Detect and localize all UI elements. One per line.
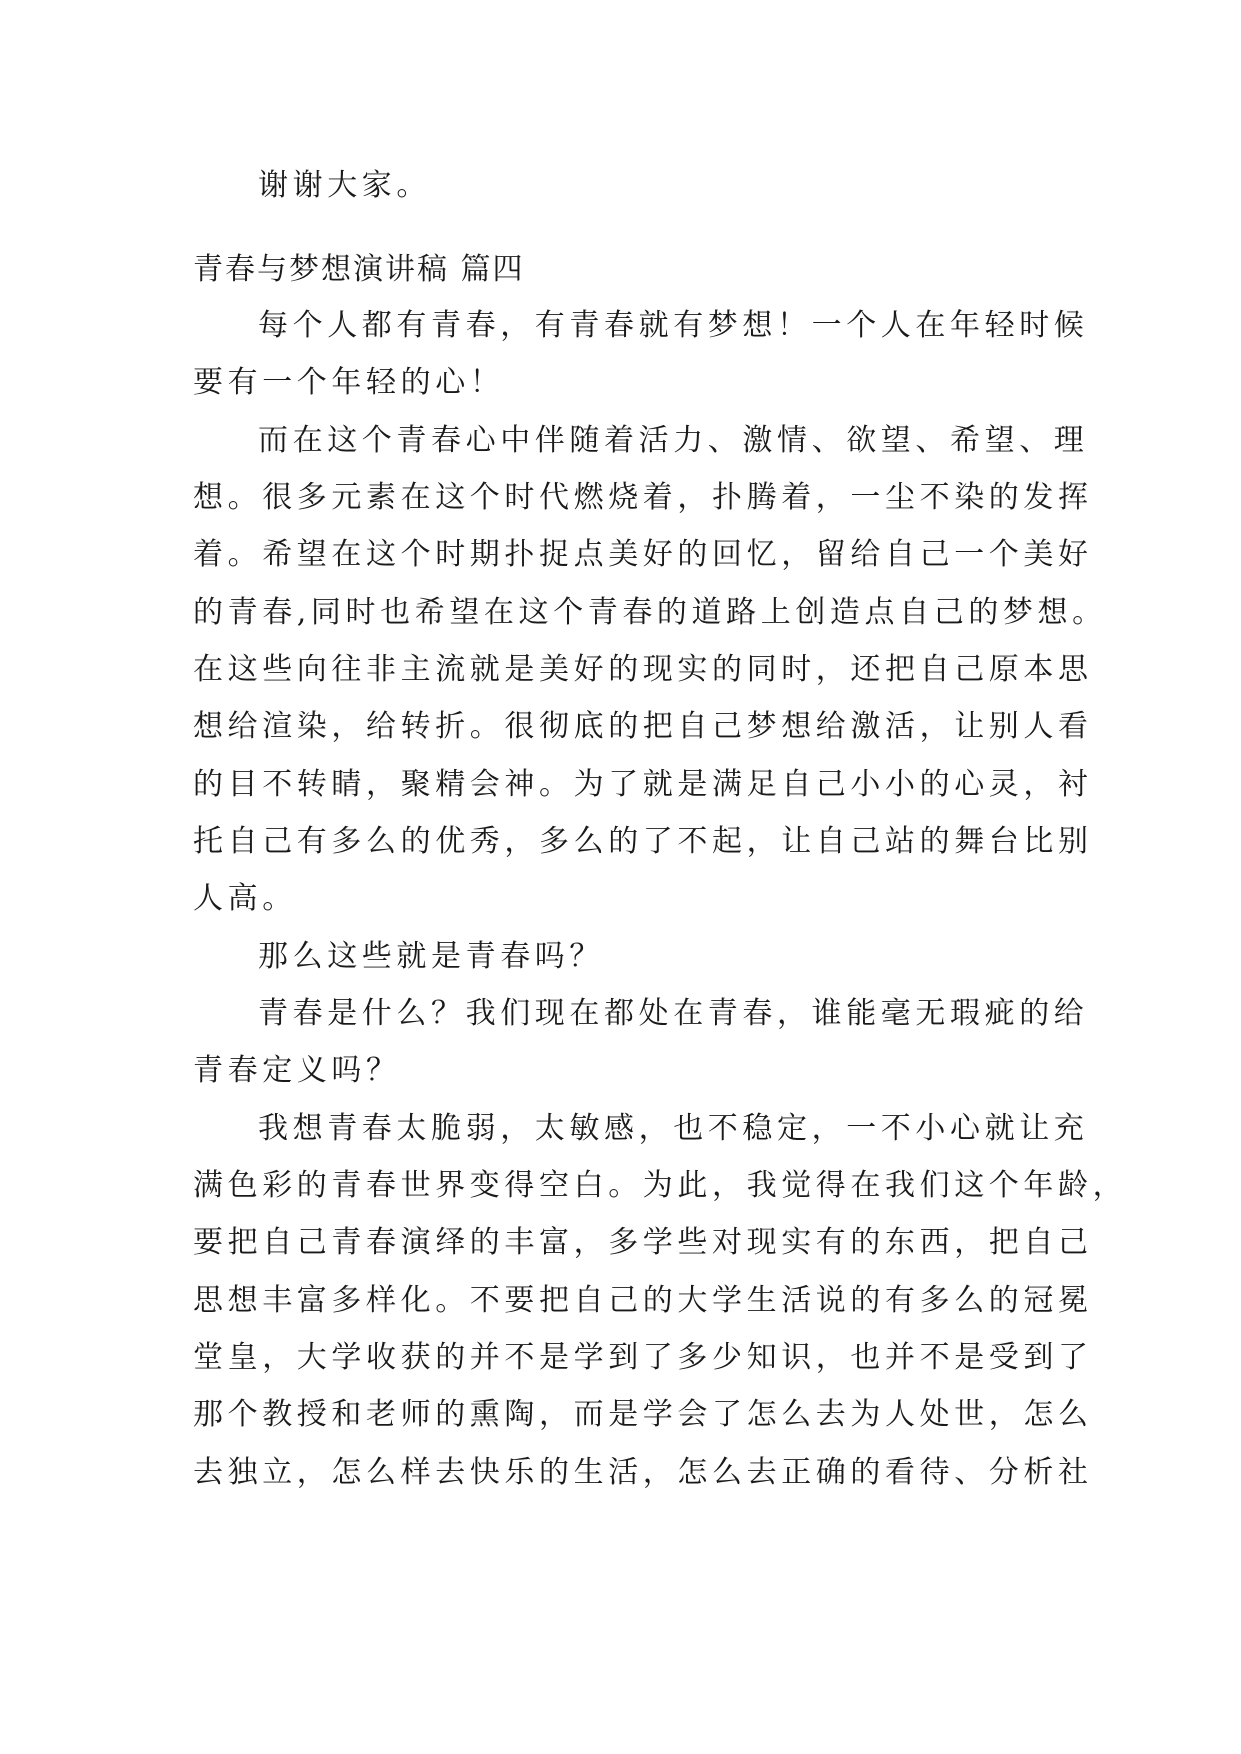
closing-line: 谢谢大家。 — [258, 168, 431, 203]
paragraph-line: 我想青春太脆弱，太敏感，也不稳定，一不小心就让充 — [258, 1111, 1089, 1146]
paragraph-line: 去独立，怎么样去快乐的生活，怎么去正确的看待、分析社 — [193, 1455, 1093, 1490]
paragraph-line: 每个人都有青春，有青春就有梦想！一个人在年轻时候 — [258, 308, 1089, 343]
paragraph-line: 要有一个年轻的心！ — [193, 365, 505, 400]
paragraph-line: 思想丰富多样化。不要把自己的大学生活说的有多么的冠冕 — [193, 1283, 1093, 1318]
paragraph-line: 而在这个青春心中伴随着活力、激情、欲望、希望、理 — [258, 423, 1089, 458]
paragraph-line: 青春是什么？我们现在都处在青春，谁能毫无瑕疵的给 — [258, 996, 1089, 1031]
paragraph-line: 要把自己青春演绎的丰富，多学些对现实有的东西，把自己 — [193, 1225, 1093, 1260]
paragraph-line: 那个教授和老师的熏陶，而是学会了怎么去为人处世，怎么 — [193, 1397, 1093, 1432]
paragraph-line: 托自己有多么的优秀，多么的了不起，让自己站的舞台比别 — [193, 824, 1093, 859]
paragraph-line: 在这些向往非主流就是美好的现实的同时，还把自己原本思 — [193, 652, 1093, 687]
section-title: 青春与梦想演讲稿 篇四 — [193, 252, 525, 287]
paragraph-line: 想。很多元素在这个时代燃烧着，扑腾着，一尘不染的发挥 — [193, 480, 1093, 515]
paragraph-line: 满色彩的青春世界变得空白。为此，我觉得在我们这个年龄， — [193, 1168, 1128, 1203]
paragraph-line: 的青春,同时也希望在这个青春的道路上创造点自己的梦想。 — [193, 595, 1107, 630]
paragraph-line: 着。希望在这个时期扑捉点美好的回忆，留给自己一个美好 — [193, 537, 1093, 572]
paragraph-line: 那么这些就是青春吗？ — [258, 939, 604, 974]
paragraph-line: 堂皇，大学收获的并不是学到了多少知识，也并不是受到了 — [193, 1340, 1093, 1375]
paragraph-line: 想给渲染，给转折。很彻底的把自己梦想给激活，让别人看 — [193, 709, 1093, 744]
paragraph-line: 青春定义吗？ — [193, 1053, 401, 1088]
paragraph-line: 人高。 — [193, 881, 297, 916]
paragraph-line: 的目不转睛，聚精会神。为了就是满足自己小小的心灵，衬 — [193, 767, 1093, 802]
